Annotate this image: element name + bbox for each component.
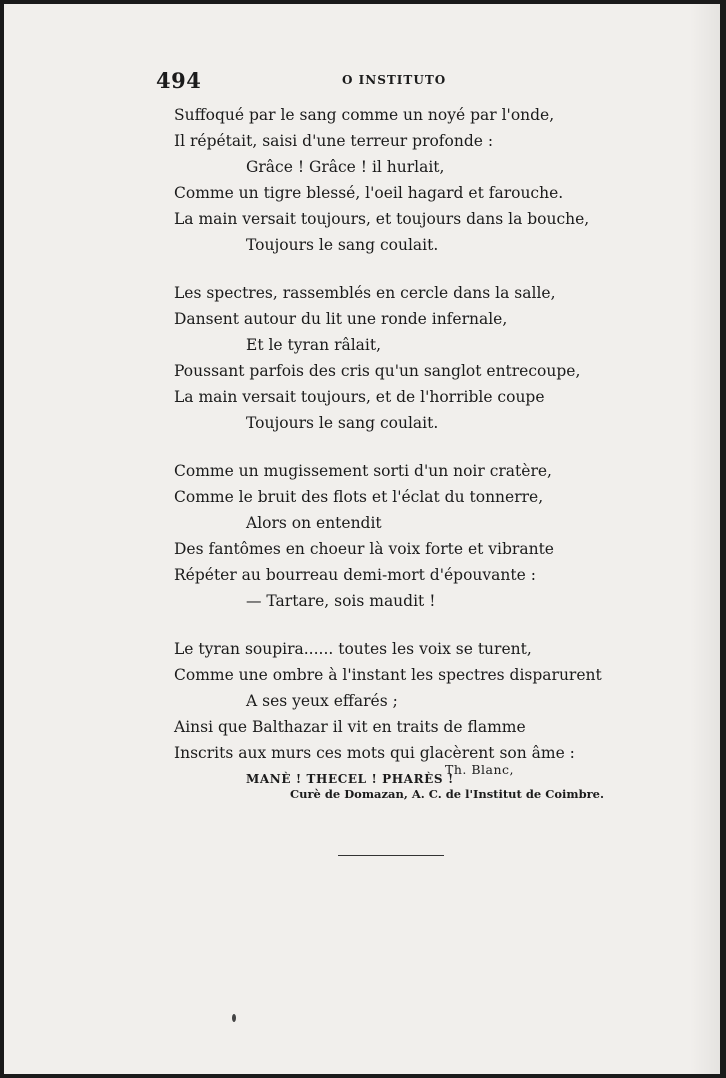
poem-line: Il répétait, saisi d'une terreur profonde : [174,132,494,150]
poem-line: Toujours le sang coulait. [246,414,439,432]
page-header [4,68,720,98]
poem-line: — Tartare, sois maudit ! [246,592,436,610]
poem-line: Le tyran soupira...... toutes les voix se turent, [174,640,532,658]
section-divider [338,855,444,856]
book-page [4,4,720,1074]
poem-line: Dansent autour du lit une ronde infernale, [174,310,508,328]
running-head: O INSTITUTO [342,73,447,87]
poem-line: Les spectres, rassemblés en cercle dans la salle, [174,284,556,302]
signature-block [174,758,604,806]
poem-line: Grâce ! Grâce ! il hurlait, [246,158,445,176]
poem-line: Des fantômes en choeur là voix forte et vibrante [174,540,554,558]
poem-line-inscription: MANÈ ! THECEL ! PHARÈS ! [246,772,454,786]
author-name: Th. Blanc, [445,762,514,777]
ink-smudge [232,1014,236,1022]
poem-line: Inscrits aux murs ces mots qui glacèrent son âme : [174,744,575,762]
page-edge-shadow [690,4,720,1074]
poem-line: Comme un tigre blessé, l'oeil hagard et farouche. [174,184,564,202]
poem-line: Poussant parfois des cris qu'un sanglot entrecoupe, [174,362,581,380]
poem [174,102,604,814]
poem-line: A ses yeux effarés ; [246,692,398,710]
poem-line: La main versait toujours, et de l'horrible coupe [174,388,545,406]
poem-line: La main versait toujours, et toujours dans la bouche, [174,210,590,228]
poem-line: Répéter au bourreau demi-mort d'épouvante : [174,566,536,584]
stanza-3 [174,458,604,614]
stanza-2 [174,280,604,436]
poem-line: Ainsi que Balthazar il vit en traits de flamme [174,718,526,736]
poem-line: Comme un mugissement sorti d'un noir cratère, [174,462,552,480]
poem-line: Toujours le sang coulait. [246,236,439,254]
poem-line: Comme le bruit des flots et l'éclat du tonnerre, [174,488,544,506]
poem-line: Comme une ombre à l'instant les spectres disparurent [174,666,602,684]
author-title: Curè de Domazan, A. C. de l'Institut de Coimbre. [289,787,604,801]
stanza-1 [174,102,604,258]
poem-line: Suffoqué par le sang comme un noyé par l'onde, [174,106,555,124]
poem-line: Alors on entendit [246,514,382,532]
poem-line: Et le tyran râlait, [246,336,382,354]
page-number: 494 [156,68,202,93]
